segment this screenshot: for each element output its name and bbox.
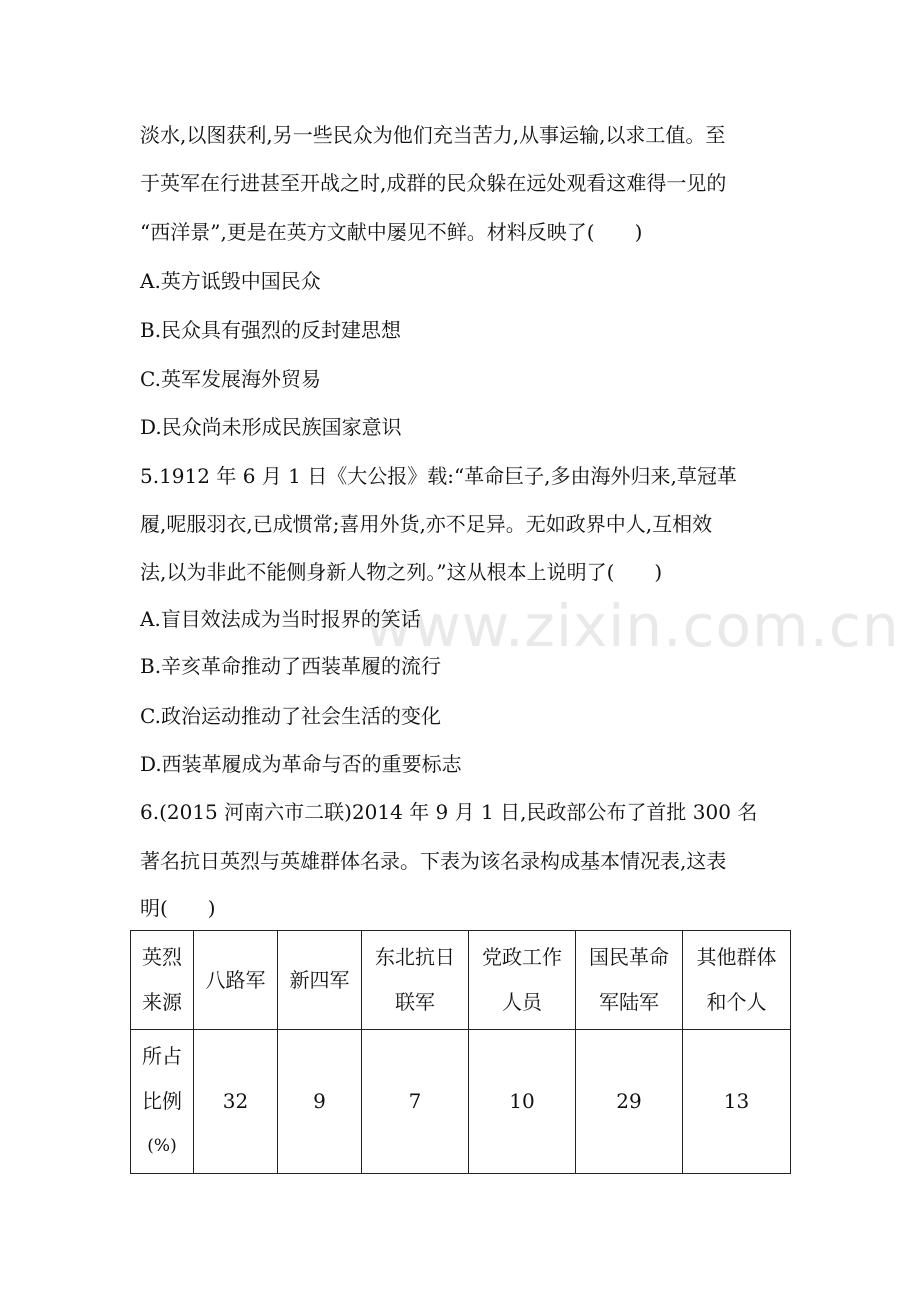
row-label-line: 比例 — [142, 1089, 182, 1113]
header-cell-line: 和个人 — [706, 990, 767, 1014]
header-cell-line: 人员 — [502, 990, 542, 1014]
watermark: www.zixin.com.cn — [365, 592, 900, 660]
question-6-text-line-2: 著名抗日英烈与英雄群体名录。下表为该名录构成基本情况表,这表 — [140, 849, 727, 873]
table-header-cell — [683, 931, 791, 1030]
header-cell-line: 八路军 — [205, 967, 266, 992]
question-5-text-line-2: 履,呢服羽衣,已成惯常;喜用外货,亦不足异。无如政界中人,互相效 — [140, 512, 713, 536]
table-cell-value: 13 — [683, 1030, 791, 1174]
table-cell-value: 29 — [576, 1030, 683, 1174]
question-5-option-b: B.辛亥革命推动了西装革履的流行 — [140, 654, 442, 678]
table-header-cell — [194, 931, 278, 1030]
header-cell-line: 党政工作 — [482, 945, 562, 969]
question-4-option-d: D.民众尚未形成民族国家意识 — [140, 415, 402, 439]
header-label-line: 英烈 — [142, 945, 182, 969]
table-header-cell — [469, 931, 576, 1030]
table-cell-value: 9 — [278, 1030, 362, 1174]
hero-composition-table — [130, 930, 791, 1174]
question-5-option-c: C.政治运动推动了社会生活的变化 — [140, 704, 441, 728]
question-4-text-line-3: “西洋景”,更是在英方文献中屡见不鲜。材料反映了( ) — [140, 220, 643, 244]
table-cell-value: 7 — [362, 1030, 469, 1174]
header-label-line: 来源 — [142, 990, 182, 1014]
header-cell-line: 新四军 — [289, 967, 350, 992]
table-header-cell — [278, 931, 362, 1030]
question-4-text-line-1: 淡水,以图获利,另一些民众为他们充当苦力,从事运输,以求工值。至 — [140, 123, 726, 147]
question-6-text-line-1: 6.(2015 河南六市二联)2014 年 9 月 1 日,民政部公布了首批 300 名 — [140, 800, 758, 824]
table-header-label — [131, 931, 194, 1030]
question-4-option-c: C.英军发展海外贸易 — [140, 367, 321, 391]
question-5-option-d: D.西装革履成为革命与否的重要标志 — [140, 752, 462, 776]
question-4-option-a: A.英方诋毁中国民众 — [140, 269, 321, 293]
question-6-text-line-3: 明( ) — [140, 896, 216, 920]
table-cell-value: 32 — [194, 1030, 278, 1174]
table-header-cell — [576, 931, 683, 1030]
question-5-text-line-1: 5.1912 年 6 月 1 日《大公报》载:“革命巨子,多由海外归来,草冠革 — [140, 464, 737, 488]
question-4-text-line-2: 于英军在行进甚至开战之时,成群的民众躲在远处观看这难得一见的 — [140, 171, 727, 195]
table-header-row — [131, 931, 791, 1030]
row-label-line: (%) — [147, 1136, 177, 1156]
header-cell-line: 联军 — [395, 990, 435, 1014]
question-5-option-a: A.盲目效法成为当时报界的笑话 — [140, 607, 421, 631]
question-5-text-line-3: 法,以为非此不能侧身新人物之列。”这从根本上说明了( ) — [140, 560, 663, 584]
table-header-cell — [362, 931, 469, 1030]
row-label-line: 所占 — [142, 1044, 182, 1068]
header-cell-line: 国民革命 — [589, 945, 669, 969]
header-cell-line: 东北抗日 — [375, 945, 455, 969]
table-cell-value: 10 — [469, 1030, 576, 1174]
question-4-option-b: B.民众具有强烈的反封建思想 — [140, 318, 402, 342]
table-row — [131, 1030, 791, 1174]
table-row-label — [131, 1030, 194, 1174]
header-cell-line: 其他群体 — [696, 945, 777, 969]
header-cell-line: 军陆军 — [599, 990, 659, 1014]
